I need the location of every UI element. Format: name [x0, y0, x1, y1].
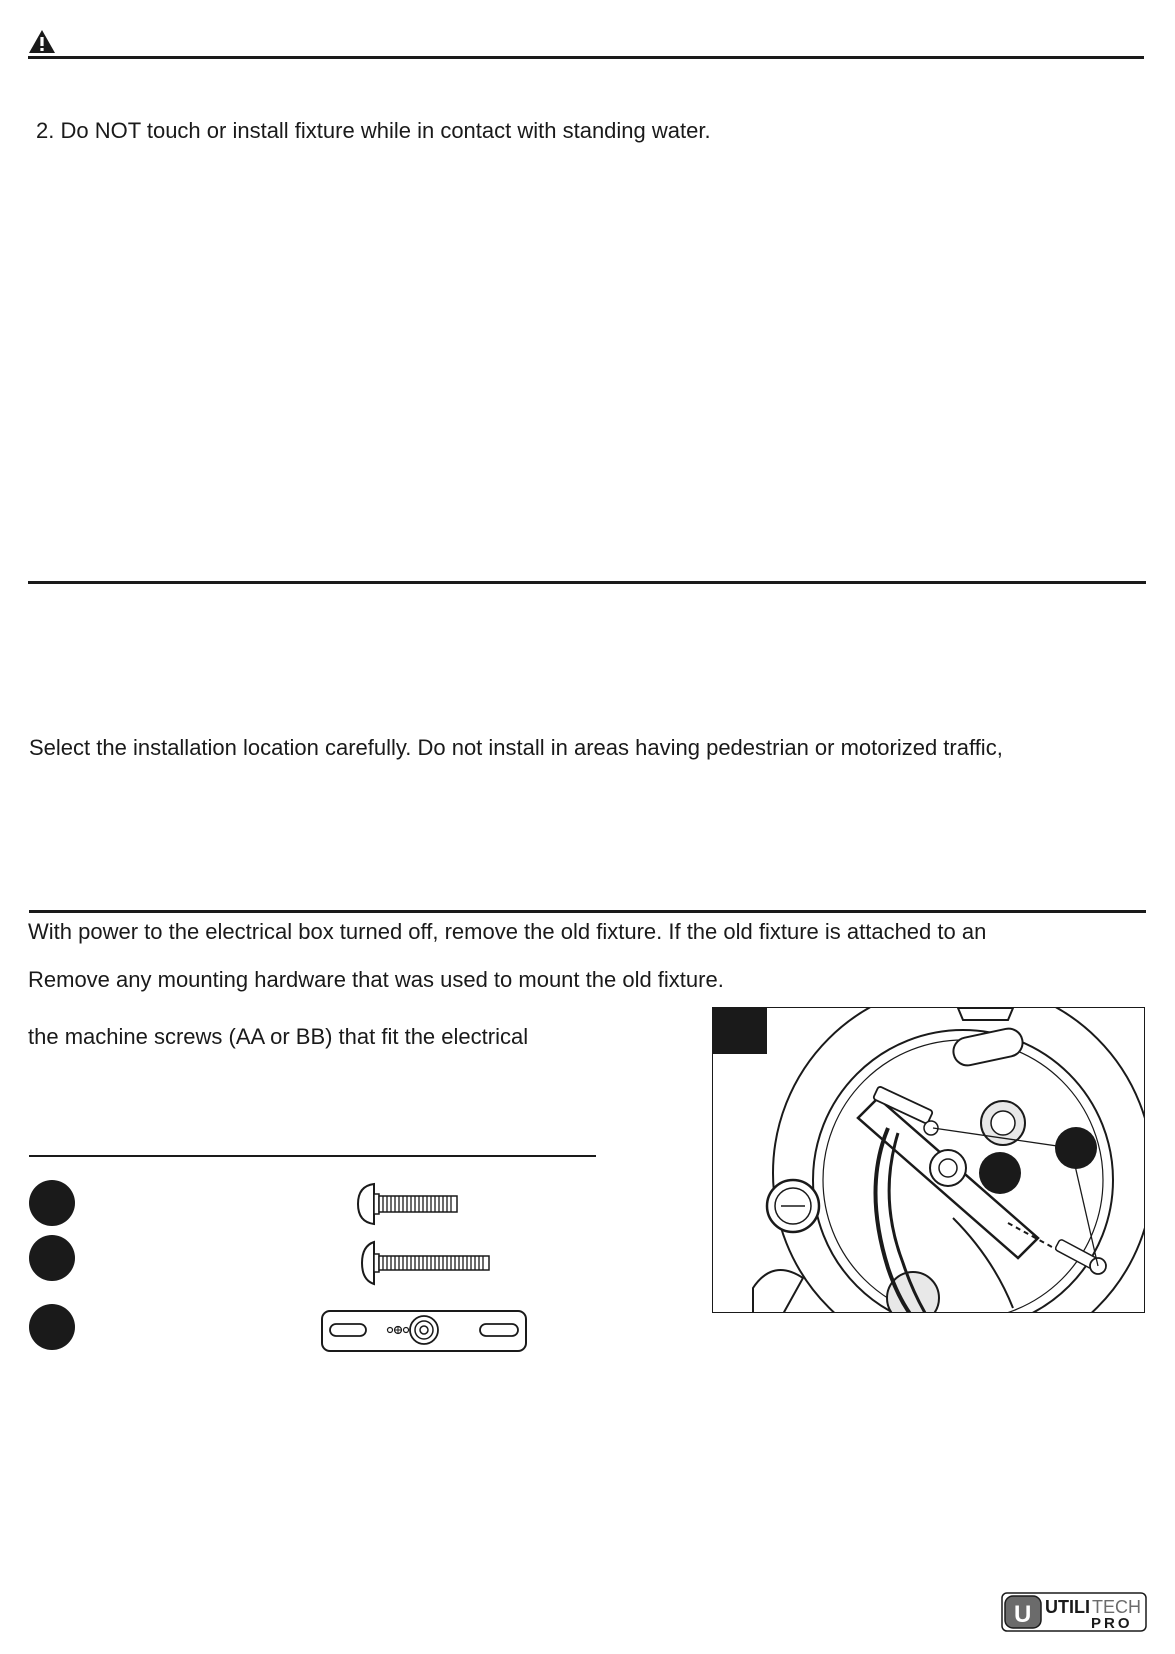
machine-screw-long-icon	[360, 1238, 492, 1288]
step-line-2: Remove any mounting hardware that was used to mount the old fixture.	[28, 967, 724, 992]
brand-name-part1: UTILI	[1045, 1597, 1090, 1617]
brand-name-part2: TECH	[1092, 1597, 1141, 1617]
warning-triangle-icon	[28, 29, 56, 54]
warning-item-2: 2. Do NOT touch or install fixture while in contact with standing water.	[36, 118, 711, 143]
step-line-3: the machine screws (AA or BB) that fit the electrical	[28, 1024, 529, 1049]
hardware-list-rule	[29, 1155, 596, 1157]
svg-text:U: U	[1014, 1601, 1032, 1628]
section-divider-2	[29, 910, 1146, 913]
mounting-strap-icon	[320, 1308, 528, 1354]
machine-screw-short-icon	[356, 1180, 460, 1228]
hardware-badge-bb	[29, 1235, 75, 1281]
hardware-badge-aa	[29, 1180, 75, 1226]
brand-name-pro: PRO	[1091, 1615, 1133, 1632]
figure-panel	[712, 1007, 1145, 1313]
step-line-1: With power to the electrical box turned off, remove the old fixture. If the old fixture is attached to an	[28, 919, 987, 944]
location-instruction: Select the installation location carefully. Do not install in areas having pedestrian or motorized traffic,	[29, 735, 1003, 760]
brand-logo	[1001, 1592, 1147, 1632]
hardware-badge-cc	[29, 1304, 75, 1350]
junction-box-illustration	[713, 1008, 1145, 1313]
section-divider-1	[28, 581, 1146, 584]
warning-header-rule	[28, 56, 1144, 59]
